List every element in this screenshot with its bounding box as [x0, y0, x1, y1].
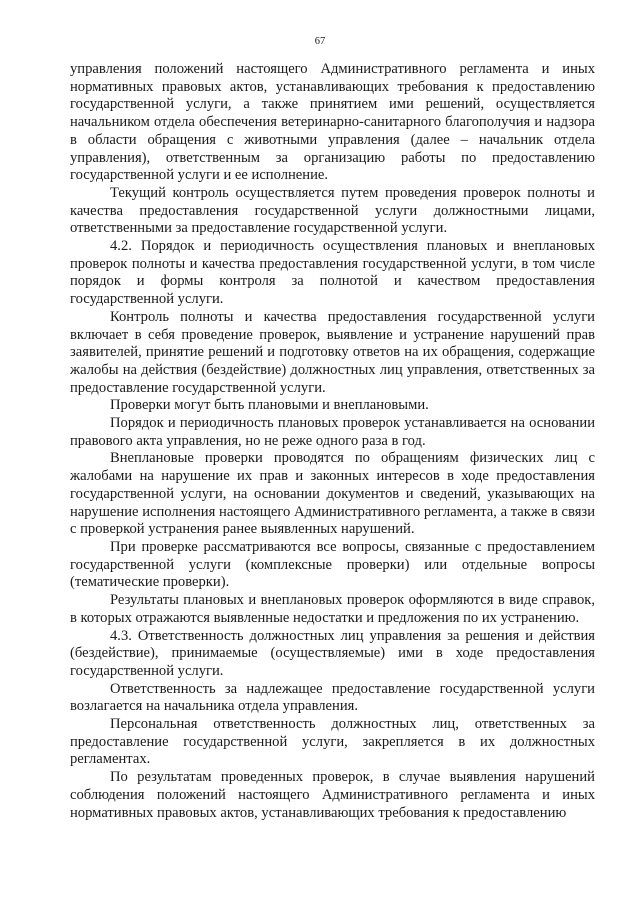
paragraph: Внеплановые проверки проводятся по обращениям физических лиц с жалобами на нарушение их прав и законных интересов в ходе предоставления государственной услуги, на основании документов и сведений, указывающих на нарушение исполнения настоящего Административного регламента, а также в связи с проверкой устранения ранее выявленных нарушений. [70, 450, 595, 538]
paragraph: При проверке рассматриваются все вопросы, связанные с предоставлением государственной услуги (комплексные проверки) или отдельные вопросы (тематические проверки). [70, 538, 595, 591]
paragraph: Проверки могут быть плановыми и внеплановыми. [110, 397, 429, 414]
paragraph: Результаты плановых и внеплановых проверок оформляются в виде справок, в которых отражаются выявленные недостатки и предложения по их устранению. [70, 592, 595, 626]
document-body [70, 61, 595, 822]
section-heading-4-2: 4.2. Порядок и периодичность осуществления плановых и внеплановых проверок полноты и качества предоставления государственной услуги, в том числе порядок и формы контроля за полнотой и качеством предоставления государственной услуги. [70, 238, 595, 308]
page-number: 67 [314, 36, 326, 47]
paragraph: Персональная ответственность должностных лиц, ответственных за предоставление государственной услуги, закрепляется в их должностных регламентах. [70, 716, 595, 768]
paragraph: Контроль полноты и качества предоставления государственной услуги включает в себя проведение проверок, выявление и устранение нарушений прав заявителей, принятие решений и подготовку ответов на их обращения, содержащие жалобы на действия (бездействие) должностных лиц управления, ответственных за предоставление государственной услуги. [70, 308, 595, 396]
paragraph: Текущий контроль осуществляется путем проведения проверок полноты и качества предоставления государственной услуги должностными лицами, ответственными за предоставление государственной услуги. [70, 184, 595, 237]
paragraph-continued-on-next-page: По результатам проведенных проверок, в случае выявления нарушений соблюдения положений настоящего Административного регламента и иных нормативных правовых актов, устанавливающих требования к предоставлению [70, 769, 595, 821]
paragraph-continuation: управления положений настоящего Административного регламента и иных нормативных правовых актов, устанавливающих требования к предоставлению государственной услуги, а также принятием ими решений, осуществляется начальником отдела обеспечения ветеринарно-санитарного благополучия и надзора в области обращения с животными управления (далее – начальник отдела управления), ответственным за организацию работы по предоставлению государственной услуги и ее исполнение. [70, 61, 595, 184]
paragraph: Порядок и периодичность плановых проверок устанавливается на основании правового акта управления, но не реже одного раза в год. [70, 415, 595, 449]
section-heading-4-3: 4.3. Ответственность должностных лиц управления за решения и действия (бездействие), принимаемые (осуществляемые) ими в ходе предоставления государственной услуги. [70, 627, 595, 679]
paragraph: Ответственность за надлежащее предоставление государственной услуги возлагается на начальника отдела управления. [70, 680, 595, 715]
